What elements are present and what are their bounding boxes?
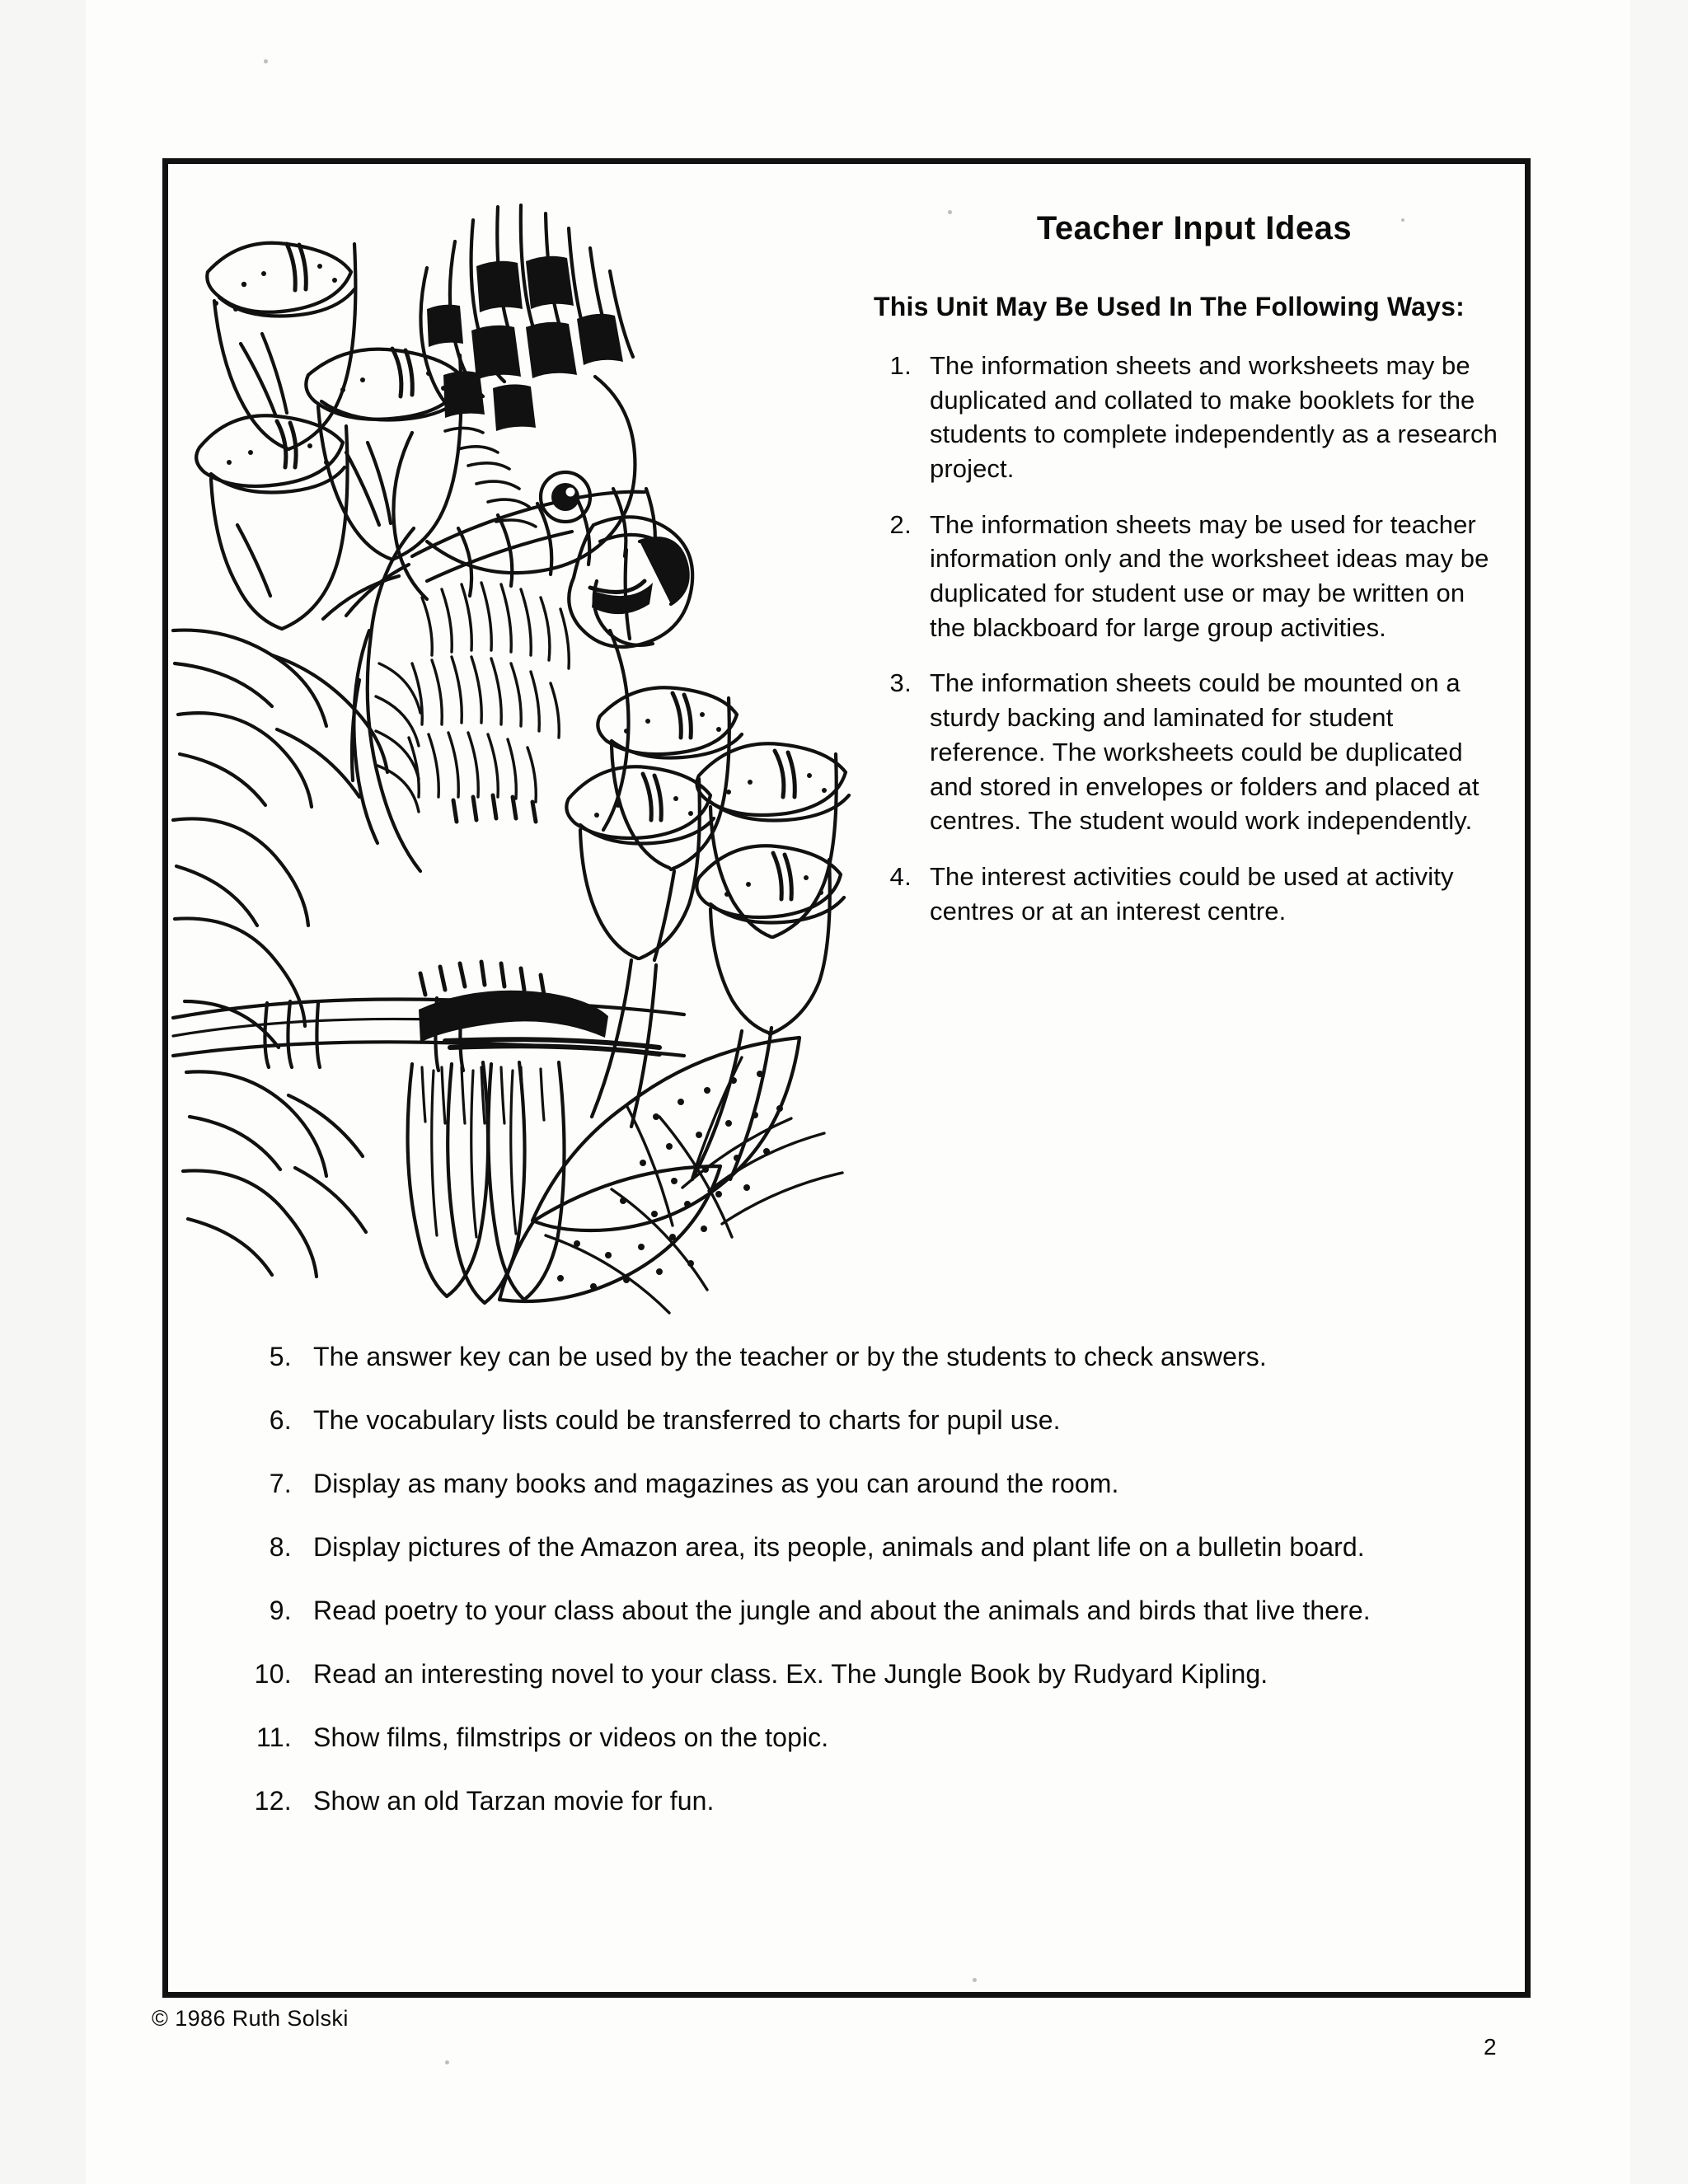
list-item-text: Show films, filmstrips or videos on the topic. bbox=[313, 1722, 829, 1753]
list-item-text: The interest activities could be used at activity centres or at an interest centre. bbox=[930, 861, 1454, 926]
list-item bbox=[239, 1530, 1475, 1565]
page-number: 2 bbox=[1484, 2034, 1497, 2060]
list-item bbox=[239, 1657, 1475, 1692]
list-item-text: The information sheets could be mounted on a sturdy backing and laminated for student reference. The worksheets could be duplicated and stored in envelopes or folders and placed at centres. The student would work independently. bbox=[930, 668, 1479, 836]
cockatoo-wing bbox=[352, 630, 420, 843]
cockatoo-illustration bbox=[165, 169, 890, 1323]
ideas-list-narrow bbox=[874, 349, 1500, 928]
list-item bbox=[874, 666, 1500, 837]
list-item bbox=[874, 508, 1500, 645]
copyright-notice: © 1986 Ruth Solski bbox=[152, 2006, 349, 2031]
list-item-number: 7. bbox=[269, 1469, 292, 1499]
list-item-text: Display pictures of the Amazon area, its people, animals and plant life on a bulletin board. bbox=[313, 1532, 1365, 1563]
list-item-number: 12. bbox=[254, 1786, 292, 1816]
list-item bbox=[239, 1593, 1475, 1629]
list-item-text: Read an interesting novel to your class. Ex. The Jungle Book by Rudyard Kipling. bbox=[313, 1659, 1268, 1690]
list-item-text: The information sheets may be used for teacher information only and the worksheet ideas may be duplicated for student use or may be written on the blackboard for large group activities. bbox=[930, 509, 1489, 642]
scan-speck bbox=[445, 2060, 449, 2064]
list-item-text: Read poetry to your class about the jungle and about the animals and birds that live there. bbox=[313, 1596, 1371, 1626]
list-item bbox=[239, 1720, 1475, 1755]
list-item-number: 5. bbox=[269, 1342, 292, 1371]
scan-edge-left bbox=[0, 0, 86, 2184]
cockatoo-crest bbox=[420, 205, 633, 431]
list-item-text: Display as many books and magazines as you can around the room. bbox=[313, 1469, 1119, 1499]
scan-edge-right bbox=[1630, 0, 1688, 2184]
list-item-text: The information sheets and worksheets may be duplicated and collated to make booklets for the students to complete independently as a research project. bbox=[930, 350, 1498, 484]
list-item bbox=[239, 1783, 1475, 1819]
list-item-number: 4. bbox=[889, 861, 912, 891]
list-item bbox=[239, 1403, 1475, 1438]
list-item-text: Show an old Tarzan movie for fun. bbox=[313, 1786, 715, 1816]
calla-lily-lower-group bbox=[566, 687, 849, 1034]
page-subtitle: This Unit May Be Used In The Following Ways: bbox=[874, 292, 1465, 321]
list-item bbox=[239, 1339, 1475, 1375]
right-text-column bbox=[874, 210, 1500, 949]
list-item-number: 11. bbox=[256, 1722, 292, 1753]
scan-speck bbox=[264, 59, 268, 63]
list-item-number: 1. bbox=[889, 350, 912, 380]
list-item-number: 3. bbox=[889, 668, 912, 698]
list-item-number: 6. bbox=[269, 1405, 292, 1436]
list-item-number: 10. bbox=[254, 1659, 292, 1690]
list-item bbox=[874, 860, 1500, 928]
calla-lily-upper-mid bbox=[306, 349, 463, 560]
cockatoo-body bbox=[368, 528, 629, 871]
tail-feathers bbox=[408, 1062, 565, 1303]
list-item-number: 2. bbox=[889, 509, 912, 539]
ideas-list-wide bbox=[239, 1339, 1475, 1847]
list-item-number: 9. bbox=[269, 1596, 292, 1626]
list-item bbox=[239, 1466, 1475, 1502]
page-title: Teacher Input Ideas bbox=[1036, 210, 1353, 246]
list-item bbox=[874, 349, 1500, 486]
list-item-text: The vocabulary lists could be transferred to charts for pupil use. bbox=[313, 1405, 1061, 1436]
list-item-number: 8. bbox=[269, 1532, 292, 1563]
foliage-under-branch bbox=[183, 1071, 366, 1277]
list-item-text: The answer key can be used by the teacher or by the students to check answers. bbox=[313, 1342, 1267, 1371]
